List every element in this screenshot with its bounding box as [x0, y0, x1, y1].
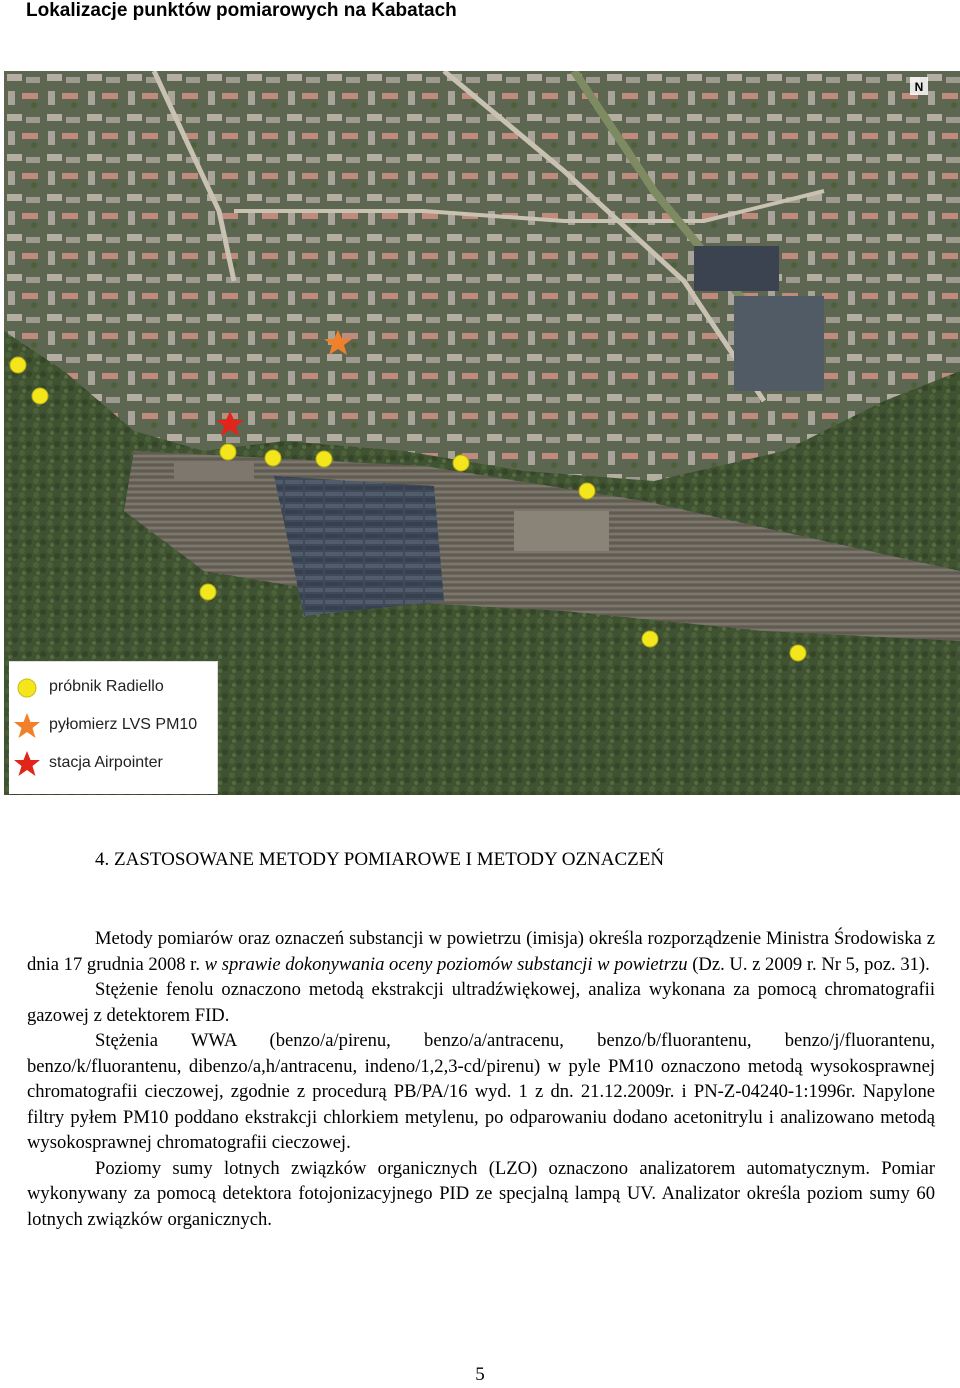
- legend-item-airpointer: [9, 750, 217, 778]
- yellow-circle-icon: [13, 674, 41, 702]
- section-heading: 4. ZASTOSOWANE METODY POMIAROWE I METODY OZNACZEŃ: [95, 849, 665, 870]
- paragraph-voc: Poziomy sumy lotnych związków organicznych (LZO) oznaczono analizatorem automatycznym. Pomiar wykonywany za pomocą detektora fotojonizacyjnego PID ze specjalną lampą UV. Analizator określa poziom sumy 60 lotnych związków organicznych.: [27, 1157, 935, 1230]
- radiello-marker: [10, 357, 26, 373]
- radiello-marker: [790, 645, 806, 661]
- radiello-marker: [642, 631, 658, 647]
- page-number: 5: [475, 1364, 485, 1385]
- radiello-marker: [453, 455, 469, 471]
- paragraph-pah: Stężenia WWA (benzo/a/pirenu, benzo/a/antracenu, benzo/b/fluorantenu, benzo/j/fluorantenu, benzo/k/fluorantenu, dibenzo/a,h/antracenu, indeno/1,2,3-cd/pirenu) w pyle PM10 oznaczono metodą wysokosprawnej chromatografii cieczowej, zgodnie z procedurą PB/PA/16 wyd. 1 z dn. 21.12.2009r. i PN-Z-04240-1:1996r. Napylone filtry pyłem PM10 poddano ekstrakcji chlorkiem metylenu, po odparowaniu dodano acetonitrylu i analizowano metodą wysokosprawnej chromatografii cieczowej.: [27, 1030, 935, 1153]
- paragraph-phenol: Stężenie fenolu oznaczono metodą ekstrakcji ultradźwiękowej, analiza wykonana za pomocą chromatografii gazowej z detektorem FID.: [27, 979, 935, 1026]
- map-legend: [9, 661, 218, 794]
- radiello-marker: [200, 584, 216, 600]
- legend-item-radiello: [9, 674, 217, 702]
- red-star-icon: [13, 750, 41, 778]
- body-text: [27, 926, 935, 1232]
- page-title: Lokalizacje punktów pomiarowych na Kabatach: [26, 0, 457, 21]
- legend-label: próbnik Radiello: [49, 678, 164, 695]
- radiello-marker: [265, 450, 281, 466]
- regulation-title: w sprawie dokonywania oceny poziomów substancji w powietrzu: [204, 953, 688, 975]
- legend-item-lvs: [9, 712, 217, 740]
- paragraph-methods: [27, 926, 935, 977]
- svg-text:N: N: [914, 80, 924, 94]
- north-arrow-icon: [910, 77, 928, 95]
- paragraph-text: Metody pomiarów oraz oznaczeń substancji w powietrzu (imisja) określa rozporządzenie Ministra Środowiska z dnia 17 grudnia 2008 r.: [27, 928, 935, 975]
- orange-star-icon: [13, 712, 41, 740]
- legend-label: pyłomierz LVS PM10: [49, 716, 198, 733]
- radiello-marker: [32, 388, 48, 404]
- paragraph-text: (Dz. U. z 2009 r. Nr 5, poz. 31).: [687, 953, 930, 975]
- radiello-marker: [316, 451, 332, 467]
- radiello-marker: [220, 444, 236, 460]
- aerial-map: [4, 71, 960, 795]
- radiello-marker: [579, 483, 595, 499]
- legend-label: stacja Airpointer: [49, 754, 163, 771]
